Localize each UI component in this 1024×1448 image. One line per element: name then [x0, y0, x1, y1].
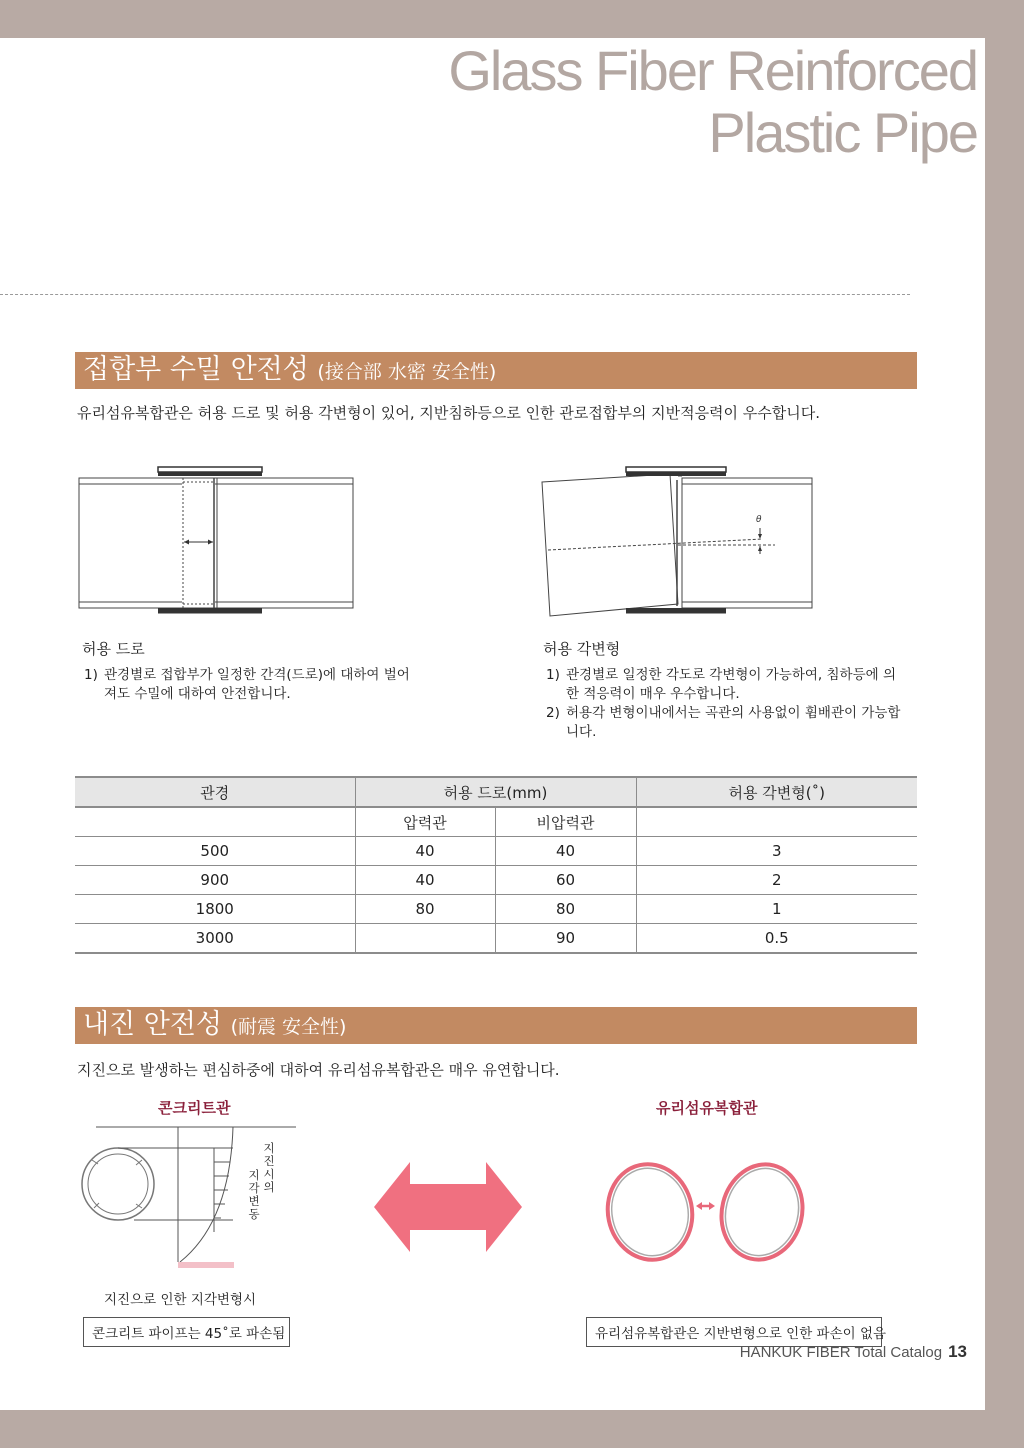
double-arrow-icon [374, 1162, 522, 1252]
allowance-table [75, 776, 917, 954]
list-item: 1) 관경별로 일정한 각도로 각변형이 가능하여, 침하등에 의한 적응력이 매우 우수합니다. [546, 667, 896, 702]
vertical-label-col1: 지 진 시 의 [263, 1141, 275, 1194]
col-header-nonpressure: 비압력관 [495, 807, 636, 837]
left-caption-list [84, 666, 414, 704]
gfrp-result-box: 유리섬유복합관은 지반변형으로 인한 파손이 없음 [586, 1317, 882, 1347]
concrete-result-box: 콘크리트 파이프는 45˚로 파손됨 [83, 1317, 290, 1347]
table-cell: 40 [355, 837, 495, 866]
right-caption-list [546, 666, 906, 742]
table-row [75, 895, 917, 924]
page-footer [740, 1342, 967, 1362]
left-caption-heading: 허용 드로 [82, 640, 145, 658]
vertical-label-col2: 지 각 변 동 [248, 1168, 260, 1221]
page-title [448, 40, 977, 164]
section-title: 접합부 수밀 안전성 [83, 354, 309, 385]
title-line-1: Glass Fiber Reinforced [448, 39, 977, 102]
page-number: 13 [948, 1342, 967, 1361]
table-row [75, 866, 917, 895]
col-header-draw: 허용 드로(mm) [355, 777, 636, 807]
concrete-note: 지진으로 인한 지각변형시 [104, 1292, 257, 1308]
theta-label: θ [756, 515, 762, 525]
dashed-divider [0, 294, 910, 295]
section2-intro: 지진으로 발생하는 편심하중에 대하여 유리섬유복합관은 매우 유연합니다. [77, 1061, 560, 1079]
table-cell: 90 [495, 924, 636, 954]
table-cell [355, 924, 495, 954]
section-title: 내진 안전성 [83, 1009, 222, 1040]
table-cell: 1 [636, 895, 917, 924]
list-item: 1) 관경별로 접합부가 일정한 간격(드로)에 대하여 벌어져도 수밀에 대하여 안전합니다. [84, 667, 410, 702]
section-joint-watertight-header [75, 352, 917, 389]
table-cell: 900 [75, 866, 355, 895]
col-header-diameter: 관경 [75, 777, 355, 807]
catalog-name: HANKUK FIBER Total Catalog [739, 1344, 943, 1361]
table-cell: 60 [495, 866, 636, 895]
gfrp-pipe-label: 유리섬유복합관 [656, 1099, 758, 1117]
table-row [75, 837, 917, 866]
section-subtitle: (接合部 水密 安全性) [317, 361, 497, 383]
angular-deflection-diagram [540, 466, 816, 618]
table-cell: 80 [495, 895, 636, 924]
section-subtitle: (耐震 安全性) [230, 1016, 347, 1038]
concrete-pipe-label: 콘크리트관 [158, 1099, 231, 1117]
table-row [75, 924, 917, 954]
table-cell: 3000 [75, 924, 355, 954]
table-cell: 2 [636, 866, 917, 895]
table-cell: 1800 [75, 895, 355, 924]
catalog-page [0, 38, 985, 1410]
table-cell: 0.5 [636, 924, 917, 954]
table-cell: 500 [75, 837, 355, 866]
right-caption-heading: 허용 각변형 [543, 640, 621, 658]
col-header-angle: 허용 각변형(˚) [636, 777, 917, 807]
section-seismic-header [75, 1007, 917, 1044]
list-item: 2) 허용각 변형이내에서는 곡관의 사용없이 휨배관이 가능합니다. [546, 705, 901, 740]
title-line-2: Plastic Pipe [708, 101, 977, 164]
table-cell: 80 [355, 895, 495, 924]
allowable-draw-diagram [78, 466, 356, 614]
table-cell: 40 [355, 866, 495, 895]
table-cell: 40 [495, 837, 636, 866]
gfrp-pipe-diagram [600, 1160, 810, 1270]
table-cell: 3 [636, 837, 917, 866]
col-header-pressure: 압력관 [355, 807, 495, 837]
section1-intro: 유리섬유복합관은 허용 드로 및 허용 각변형이 있어, 지반침하등으로 인한 관로접합부의 지반적응력이 우수합니다. [77, 404, 821, 422]
